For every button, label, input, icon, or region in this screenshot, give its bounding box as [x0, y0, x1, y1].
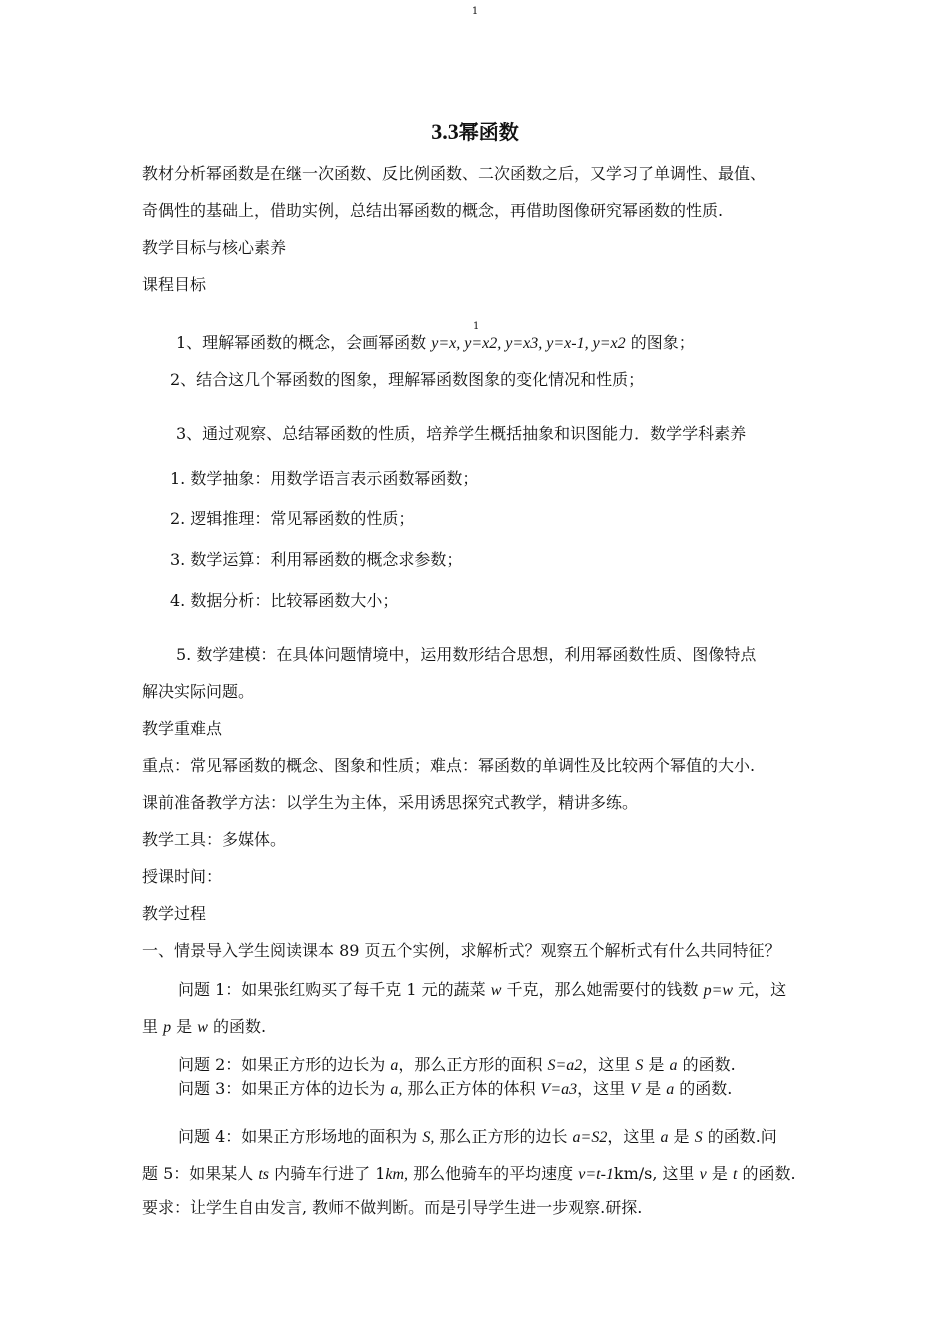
q3-text: 是 [640, 1079, 667, 1098]
q4-var: a [660, 1129, 669, 1146]
q4-var: a=S2 [572, 1129, 608, 1146]
q1-var: p=w [703, 982, 734, 999]
class-time: 授课时间： [142, 867, 223, 886]
title-text: 幂函数 [458, 120, 519, 144]
q1-text: 里 [142, 1017, 164, 1036]
intro-section: 一、情景导入学生阅读课本 89 页五个实例，求解析式？观察五个解析式有什么共同特征？ [142, 941, 781, 960]
literacy-item-5-cont: 解决实际问题。 [142, 682, 255, 701]
q4-text: 问题 4：如果正方形场地的面积为 [178, 1127, 423, 1146]
goal-1-superscript: 1 [473, 321, 480, 332]
teaching-tools: 教学工具：多媒体。 [142, 830, 287, 849]
q3-var: a [666, 1081, 675, 1098]
title-number: 3.3 [431, 119, 459, 144]
q2-text: 的函数. [677, 1055, 736, 1074]
q2-var: a [390, 1057, 399, 1074]
q4-text: ，这里 [607, 1127, 661, 1146]
goal-2: 2、结合这几个幂函数的图象，理解幂函数图象的变化情况和性质； [170, 370, 645, 389]
q3-text: 问题 3：如果正方体的边长为 [178, 1079, 391, 1098]
intro-line-1: 教材分析幂函数是在继一次函数、反比例函数、二次函数之后，又学习了单调性、最值、 [142, 164, 767, 183]
process-heading: 教学过程 [142, 904, 207, 923]
q3-text: 那么正方体的体积 [402, 1079, 541, 1098]
q2-text: 是 [643, 1055, 670, 1074]
q2-text: ，那么正方形的面积 [398, 1055, 548, 1074]
q4-text: 那么正方形的边长 [434, 1127, 573, 1146]
question-3 [178, 1079, 732, 1100]
q2-var: S [635, 1057, 644, 1074]
q5-text: 的函数. [737, 1164, 796, 1183]
question-2 [178, 1055, 736, 1076]
goal-3: 3、通过观察、总结幂函数的性质，培养学生概括抽象和识图能力．数学学科素养 [176, 424, 747, 443]
page-number: 1 [471, 6, 479, 17]
q5-text: 是 [706, 1164, 733, 1183]
requirement: 要求：让学生自由发言, 教师不做判断。而是引导学生进一步观察.研探. [142, 1198, 643, 1217]
question-5 [142, 1164, 796, 1185]
q4-text: 是 [668, 1127, 695, 1146]
q5-var: ts [258, 1166, 270, 1183]
question-4 [178, 1127, 777, 1148]
literacy-item: 3. 数学运算：利用幂函数的概念求参数； [170, 550, 463, 569]
teaching-method: 课前准备教学方法：以学生为主体，采用诱思探究式教学，精讲多练。 [142, 793, 639, 812]
q5-var: v [699, 1166, 707, 1183]
q2-text: ，这里 [582, 1055, 636, 1074]
q5-var: v=t-1 [578, 1166, 614, 1183]
page-title [0, 116, 950, 145]
literacy-item: 1. 数学抽象：用数学语言表示函数幂函数； [170, 469, 479, 488]
q4-var: S [694, 1129, 703, 1146]
key-points-heading: 教学重难点 [142, 719, 223, 738]
goal-1-prefix: 1、理解幂函数的概念，会画幂函数 [176, 333, 432, 352]
q2-var: a [669, 1057, 678, 1074]
q5-text: km/s, 这里 [613, 1164, 700, 1183]
intro-line-2: 奇偶性的基础上，借助实例，总结出幂函数的概念，再借助图像研究幂函数的性质. [142, 201, 724, 220]
q5-text: 内骑车行进了 1 [269, 1164, 386, 1183]
q5-var: km, [385, 1166, 409, 1183]
q1-var: w [490, 982, 502, 999]
q2-var: S=a2 [547, 1057, 583, 1074]
goals-heading: 教学目标与核心素养 [142, 238, 287, 257]
q4-text: 的函数.问 [702, 1127, 777, 1146]
q3-var: V [630, 1081, 640, 1098]
literacy-item: 2. 逻辑推理：常见幂函数的性质； [170, 509, 415, 528]
q3-text: ，这里 [577, 1079, 631, 1098]
q1-text: 的函数. [207, 1017, 267, 1036]
q3-text: 的函数. [674, 1079, 733, 1098]
q3-var: a, [390, 1081, 403, 1098]
q1-var: p [163, 1019, 172, 1036]
q1-var: w [197, 1019, 208, 1036]
q5-text: 题 5：如果某人 [142, 1164, 259, 1183]
q4-var: S, [422, 1129, 435, 1146]
literacy-item: 4. 数据分析：比较幂函数大小； [170, 591, 399, 610]
question-1-cont [142, 1017, 266, 1038]
course-goals-heading: 课程目标 [142, 275, 207, 294]
q1-text: 千克，那么她需要付的钱数 [501, 980, 704, 999]
question-1 [178, 980, 786, 1001]
q1-text: 问题 1：如果张红购买了每千克 1 元的蔬菜 [178, 980, 491, 999]
q1-text: 元，这 [733, 980, 787, 999]
literacy-item-5: 5. 数学建模：在具体问题情境中，运用数形结合思想，利用幂函数性质、图像特点 [176, 645, 757, 664]
q3-var: V=a3 [540, 1081, 578, 1098]
q5-text: 那么他骑车的平均速度 [408, 1164, 579, 1183]
goal-1 [176, 333, 695, 354]
q5-var: t [732, 1166, 738, 1183]
q1-text: 是 [171, 1017, 198, 1036]
goal-1-formula: y=x, y=x2, y=x3, y=x-1, y=x2 [431, 335, 626, 352]
goal-1-suffix: 的图象； [625, 333, 695, 352]
key-points: 重点：常见幂函数的概念、图象和性质；难点：幂函数的单调性及比较两个幂值的大小. [142, 756, 756, 775]
q2-text: 问题 2：如果正方形的边长为 [178, 1055, 391, 1074]
